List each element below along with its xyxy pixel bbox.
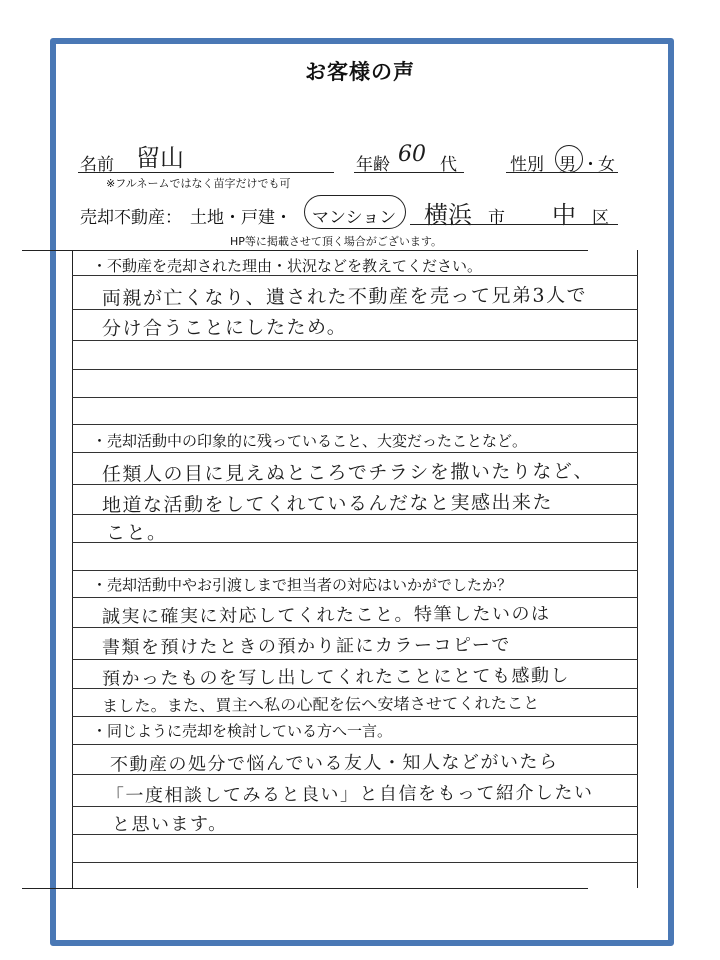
ruled-line bbox=[72, 659, 638, 660]
answer-line: こと。 bbox=[105, 521, 168, 545]
age-value: 60 bbox=[398, 142, 426, 167]
ruled-line bbox=[72, 744, 638, 745]
section-heading-staff: ・売却活動中やお引渡しまで担当者の対応はいかがでしたか？ bbox=[92, 576, 513, 594]
box-bottom-border bbox=[22, 888, 588, 889]
property-label: 売却不動産： bbox=[80, 208, 182, 228]
answer-line: ました。また、買主へ私の心配を伝へ安堵させてくれたこと bbox=[101, 693, 540, 716]
answer-line: と思います。 bbox=[111, 813, 228, 836]
city-value: 横浜 bbox=[424, 201, 472, 229]
age-label: 年齢 bbox=[356, 155, 390, 175]
ruled-line bbox=[72, 452, 638, 453]
name-underline bbox=[78, 172, 334, 173]
answer-line: 不動産の処分で悩んでいる友人・知人などがいたら bbox=[109, 751, 559, 776]
ruled-line bbox=[72, 369, 638, 370]
hp-note: HP等に掲載させて頂く場合がございます。 bbox=[230, 235, 443, 248]
ruled-line bbox=[72, 862, 638, 863]
gender-dot: ・ bbox=[582, 155, 599, 175]
property-options: 土地・戸建・ bbox=[190, 208, 292, 228]
answer-line: 任類人の目に見えぬところでチラシを撒いたりなど、 bbox=[101, 460, 594, 486]
answer-line: 地道な活動をしてくれているんだなと実感出来た bbox=[101, 491, 554, 517]
property-selected: マンション bbox=[312, 208, 397, 228]
gender-female: 女 bbox=[598, 155, 615, 175]
answer-line: 誠実に確実に対応してくれたこと。特筆したいのは bbox=[101, 603, 551, 628]
box-right-border bbox=[637, 250, 638, 888]
box-top-border bbox=[22, 250, 588, 251]
age-suffix: 代 bbox=[440, 155, 457, 175]
section-heading-reason: ・不動産を売却された理由・状況などを教えてください。 bbox=[92, 257, 483, 275]
name-value: 留山 bbox=[136, 144, 184, 172]
ruled-line bbox=[72, 424, 638, 425]
ruled-line bbox=[72, 597, 638, 598]
section-heading-advice: ・同じように売却を検討している方へ一言。 bbox=[92, 722, 393, 740]
ruled-line bbox=[72, 397, 638, 398]
ward-suffix: 区 bbox=[592, 208, 609, 228]
ward-value: 中 bbox=[552, 201, 576, 229]
section-heading-impression: ・売却活動中の印象的に残っていること、大変だったことなど。 bbox=[92, 432, 528, 450]
answer-line: 「一度相談してみると良い」と自信をもって紹介したい bbox=[105, 782, 594, 807]
answer-line: 書類を預けたときの預かり証にカラーコピーで bbox=[101, 634, 511, 659]
gender-underline bbox=[506, 172, 618, 173]
name-note: ※フルネームではなく苗字だけでも可 bbox=[106, 177, 291, 190]
city-suffix: 市 bbox=[488, 208, 505, 228]
answer-line: 預かったものを写し出してくれたことにとても感動し bbox=[101, 665, 571, 690]
city-underline bbox=[410, 224, 618, 225]
gender-male: 男 bbox=[559, 155, 576, 175]
name-label: 名前 bbox=[80, 155, 114, 175]
form-title: お客様の声 bbox=[305, 60, 415, 84]
age-underline bbox=[354, 172, 464, 173]
ruled-line bbox=[72, 570, 638, 571]
answer-line: 両親が亡くなり、遺された不動産を売って兄弟3人で bbox=[101, 284, 588, 310]
box-left-border bbox=[72, 250, 73, 888]
gender-label: 性別 bbox=[510, 155, 544, 175]
answer-line: 分け合うことにしたため。 bbox=[101, 316, 348, 340]
